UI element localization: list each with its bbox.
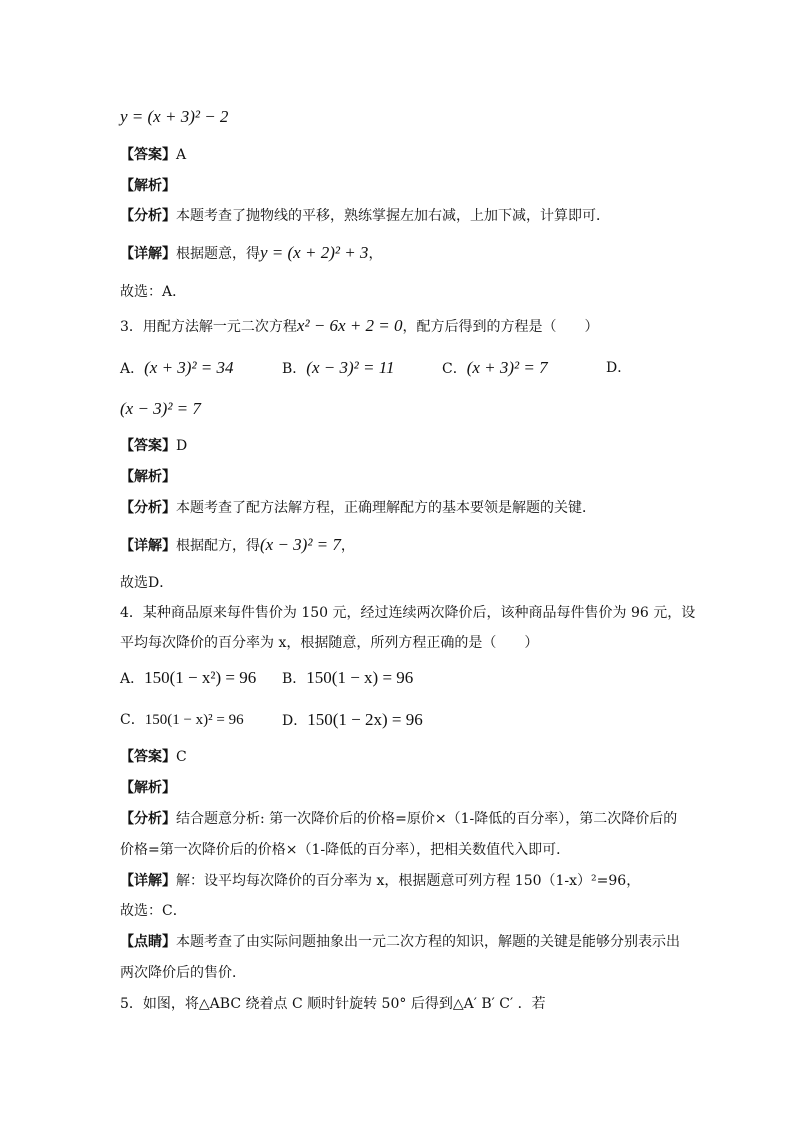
option-label: B． [282,361,307,377]
q3-analysis-tag: 【解析】 [120,469,176,485]
detail-punct: ， [340,538,355,554]
q4-dianjing-line-2: 两次降价后的售价． [120,965,246,981]
option-label: D． [282,713,308,729]
q3-option-d-label: D． [606,360,632,376]
dianjing-text: 本题考查了由实际问题抽象出一元二次方程的知识，解题的关键是能够分别表示出 [176,934,680,950]
option-formula: 150(1 − x²) = 96 [144,668,257,687]
option-label: A． [120,671,145,687]
option-formula: (x + 3)² = 7 [466,358,548,377]
q3-detail [120,535,355,556]
detail-punct: ， [368,246,383,262]
q4-option-c [120,709,244,731]
detail-tag: 【详解】 [120,873,176,889]
detail-text: 根据题意，得 [176,246,260,262]
q2-fenxi [120,206,610,226]
q4-dianjing-line-1 [120,932,680,952]
option-formula: (x + 3)² = 34 [144,358,234,377]
q4-option-a [120,667,256,690]
q3-choice: 故选D． [120,575,174,591]
option-formula: 150(1 − x)² = 96 [144,712,244,728]
q4-stem-line-1: 4．某种商品原来每件售价为 150 元，经过连续两次降价后，该种商品每件售价为 96 元，设 [120,605,696,621]
detail-formula: y = (x + 2)² + 3 [260,243,369,262]
fenxi-tag: 【分析】 [120,500,176,516]
answer-tag: 【答案】 [120,749,176,765]
answer-value: A [176,147,187,163]
answer-value: C [176,749,187,765]
q3-option-c [442,357,548,380]
q4-fenxi-line-1 [120,809,677,829]
q4-detail [120,871,640,891]
option-label: A． [120,361,145,377]
q2-detail [120,243,382,264]
fenxi-tag: 【分析】 [120,811,176,827]
q3-option-b [282,357,394,380]
q4-stem-line-2: 平均每次降价的百分率为 x，根据随意，所列方程正确的是（ ） [120,635,539,651]
detail-text: 解：设平均每次降价的百分率为 x，根据题意可列方程 150（1-x）²=96， [176,873,641,889]
fenxi-text: 本题考查了抛物线的平移，熟练掌握左加右减，上加下减，计算即可． [176,208,610,224]
q3-option-a [120,357,234,380]
fenxi-text: 本题考查了配方法解方程，正确理解配方的基本要领是解题的关键． [176,500,596,516]
detail-text: 根据配方，得 [176,538,260,554]
q3-stem-text: 3．用配方法解一元二次方程 [120,319,297,335]
q3-answer [120,436,187,456]
option-label: C． [442,361,467,377]
q2-choice: 故选：A． [120,284,187,300]
answer-tag: 【答案】 [120,147,176,163]
q4-choice: 故选：C． [120,903,187,919]
detail-formula: (x − 3)² = 7 [260,535,341,554]
q4-option-d [282,709,423,732]
q3-stem-formula: x² − 6x + 2 = 0 [296,316,403,335]
option-label: B． [282,671,307,687]
detail-tag: 【详解】 [120,246,176,262]
q2-answer [120,145,186,165]
option-formula: (x − 3)² = 11 [306,358,395,377]
q4-analysis-tag: 【解析】 [120,780,176,796]
q4-option-b [282,667,413,690]
fenxi-tag: 【分析】 [120,208,176,224]
q2-option-d-formula: y = (x + 3)² − 2 [120,107,229,126]
answer-value: D [176,438,188,454]
q2-analysis-tag: 【解析】 [120,178,176,194]
option-label: C． [120,712,145,728]
detail-tag: 【详解】 [120,538,176,554]
dianjing-tag: 【点睛】 [120,934,176,950]
fenxi-text: 结合题意分析: 第一次降价后的价格=原价×（1-降低的百分率），第二次降价后的 [176,811,678,827]
q3-option-d-formula: (x − 3)² = 7 [120,399,201,418]
q5-stem: 5．如图，将△ABC 绕着点 C 顺时针旋转 50° 后得到△A′ B′ C′ ．若 [120,996,546,1012]
option-formula: 150(1 − 2x) = 96 [307,710,423,729]
q3-stem [120,316,599,337]
option-formula: 150(1 − x) = 96 [306,668,414,687]
answer-tag: 【答案】 [120,438,176,454]
q4-fenxi-line-2: 价格=第一次降价后的价格×（1-降低的百分率），把相关数值代入即可． [120,842,571,858]
q4-answer [120,747,187,767]
q3-fenxi [120,498,596,518]
q3-stem-post: ，配方后得到的方程是（ ） [402,319,599,335]
